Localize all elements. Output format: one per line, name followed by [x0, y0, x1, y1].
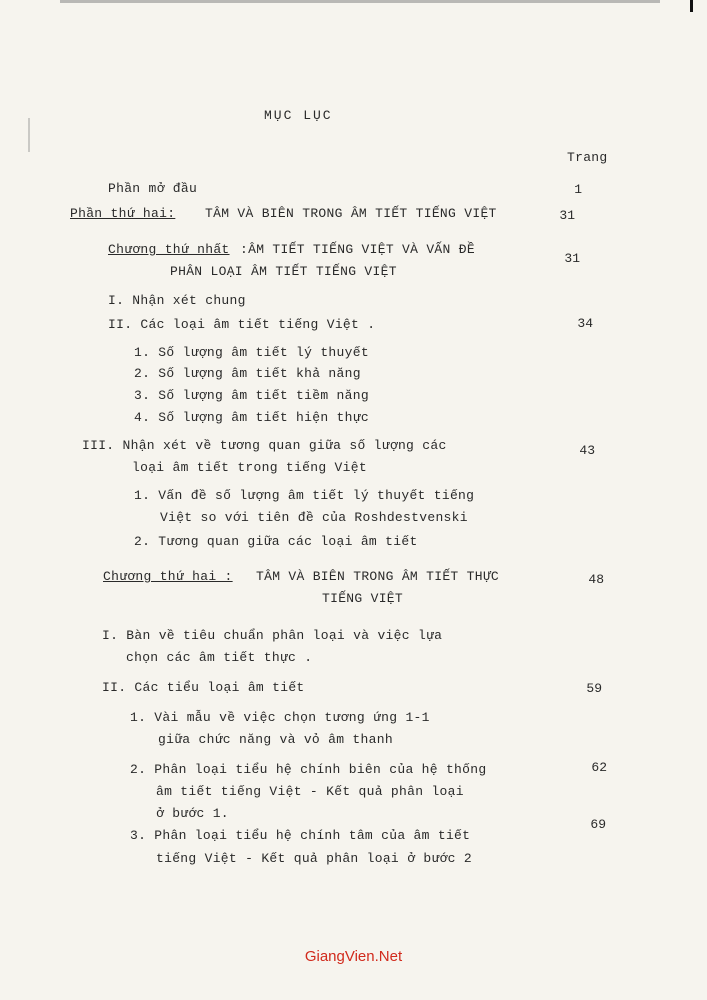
toc-chapter-label: Chương thứ hai :: [103, 569, 233, 584]
toc-page-number: 31: [559, 208, 575, 223]
toc-subsection-cont: tiếng Việt - Kết quả phân loại ở bước 2: [156, 851, 472, 866]
toc-section: I. Bàn về tiêu chuẩn phân loại và việc lựa: [102, 628, 443, 643]
toc-section: II. Các loại âm tiết tiếng Việt .: [108, 317, 376, 332]
toc-subsection: 1. Vài mẫu về việc chọn tương ứng 1-1: [130, 710, 430, 725]
toc-chapter-label: Chương thứ nhất: [108, 242, 230, 257]
toc-page-number: 34: [577, 316, 593, 331]
toc-chapter-title-cont: TIẾNG VIỆT: [322, 591, 404, 606]
toc-section-cont: loại âm tiết trong tiếng Việt: [132, 460, 367, 475]
toc-page-number: 43: [579, 443, 595, 458]
toc-chapter-title: TÂM VÀ BIÊN TRONG ÂM TIẾT THỰC: [256, 569, 500, 584]
toc-chapter-title-cont: PHÂN LOẠI ÂM TIẾT TIẾNG VIỆT: [170, 264, 397, 279]
toc-subsection: 3. Số lượng âm tiết tiềm năng: [134, 388, 369, 403]
toc-subsection-cont: Việt so với tiên đề của Roshdestvenski: [160, 510, 468, 525]
scan-edge-top: [60, 0, 660, 3]
toc-section: III. Nhận xét về tương quan giữa số lượng các: [82, 438, 447, 453]
toc-page-number: 59: [586, 681, 602, 696]
toc-subsection: 1. Vấn đề số lượng âm tiết lý thuyết tiếng: [134, 488, 475, 503]
toc-subsection: 2. Tương quan giữa các loại âm tiết: [134, 534, 418, 549]
toc-section: I. Nhận xét chung: [108, 293, 246, 308]
toc-subsection: 4. Số lượng âm tiết hiện thực: [134, 410, 369, 425]
toc-page-number: 1: [574, 182, 582, 197]
scan-mark: [690, 0, 693, 12]
toc-page-number: 31: [564, 251, 580, 266]
toc-title: MỤC LỤC: [264, 108, 333, 123]
scan-edge-left: [28, 118, 30, 152]
toc-page-number: 62: [591, 760, 607, 775]
toc-entry-intro: Phần mở đầu: [108, 181, 198, 196]
toc-subsection-cont: âm tiết tiếng Việt - Kết quả phân loại: [156, 784, 464, 799]
toc-subsection-cont: ở bước 1.: [156, 806, 229, 821]
toc-subsection: 3. Phân loại tiểu hệ chính tâm của âm tiết: [130, 828, 471, 843]
toc-part-title: TÂM VÀ BIÊN TRONG ÂM TIẾT TIẾNG VIỆT: [205, 206, 497, 221]
page-column-header: Trang: [567, 150, 608, 165]
toc-page-number: 48: [588, 572, 604, 587]
toc-chapter-title: :ÂM TIẾT TIẾNG VIỆT VÀ VẤN ĐỀ: [240, 242, 475, 257]
toc-subsection: 2. Số lượng âm tiết khả năng: [134, 366, 361, 381]
toc-page-number: 69: [590, 817, 606, 832]
watermark-link[interactable]: GiangVien.Net: [304, 948, 403, 965]
toc-subsection: 1. Số lượng âm tiết lý thuyết: [134, 345, 369, 360]
toc-part-label: Phần thứ hai:: [70, 206, 176, 221]
toc-section: II. Các tiểu loại âm tiết: [102, 680, 305, 695]
toc-subsection: 2. Phân loại tiểu hệ chính biên của hệ thống: [130, 762, 487, 777]
toc-section-cont: chọn các âm tiết thực .: [126, 650, 313, 665]
toc-subsection-cont: giữa chức năng và vỏ âm thanh: [158, 732, 393, 747]
